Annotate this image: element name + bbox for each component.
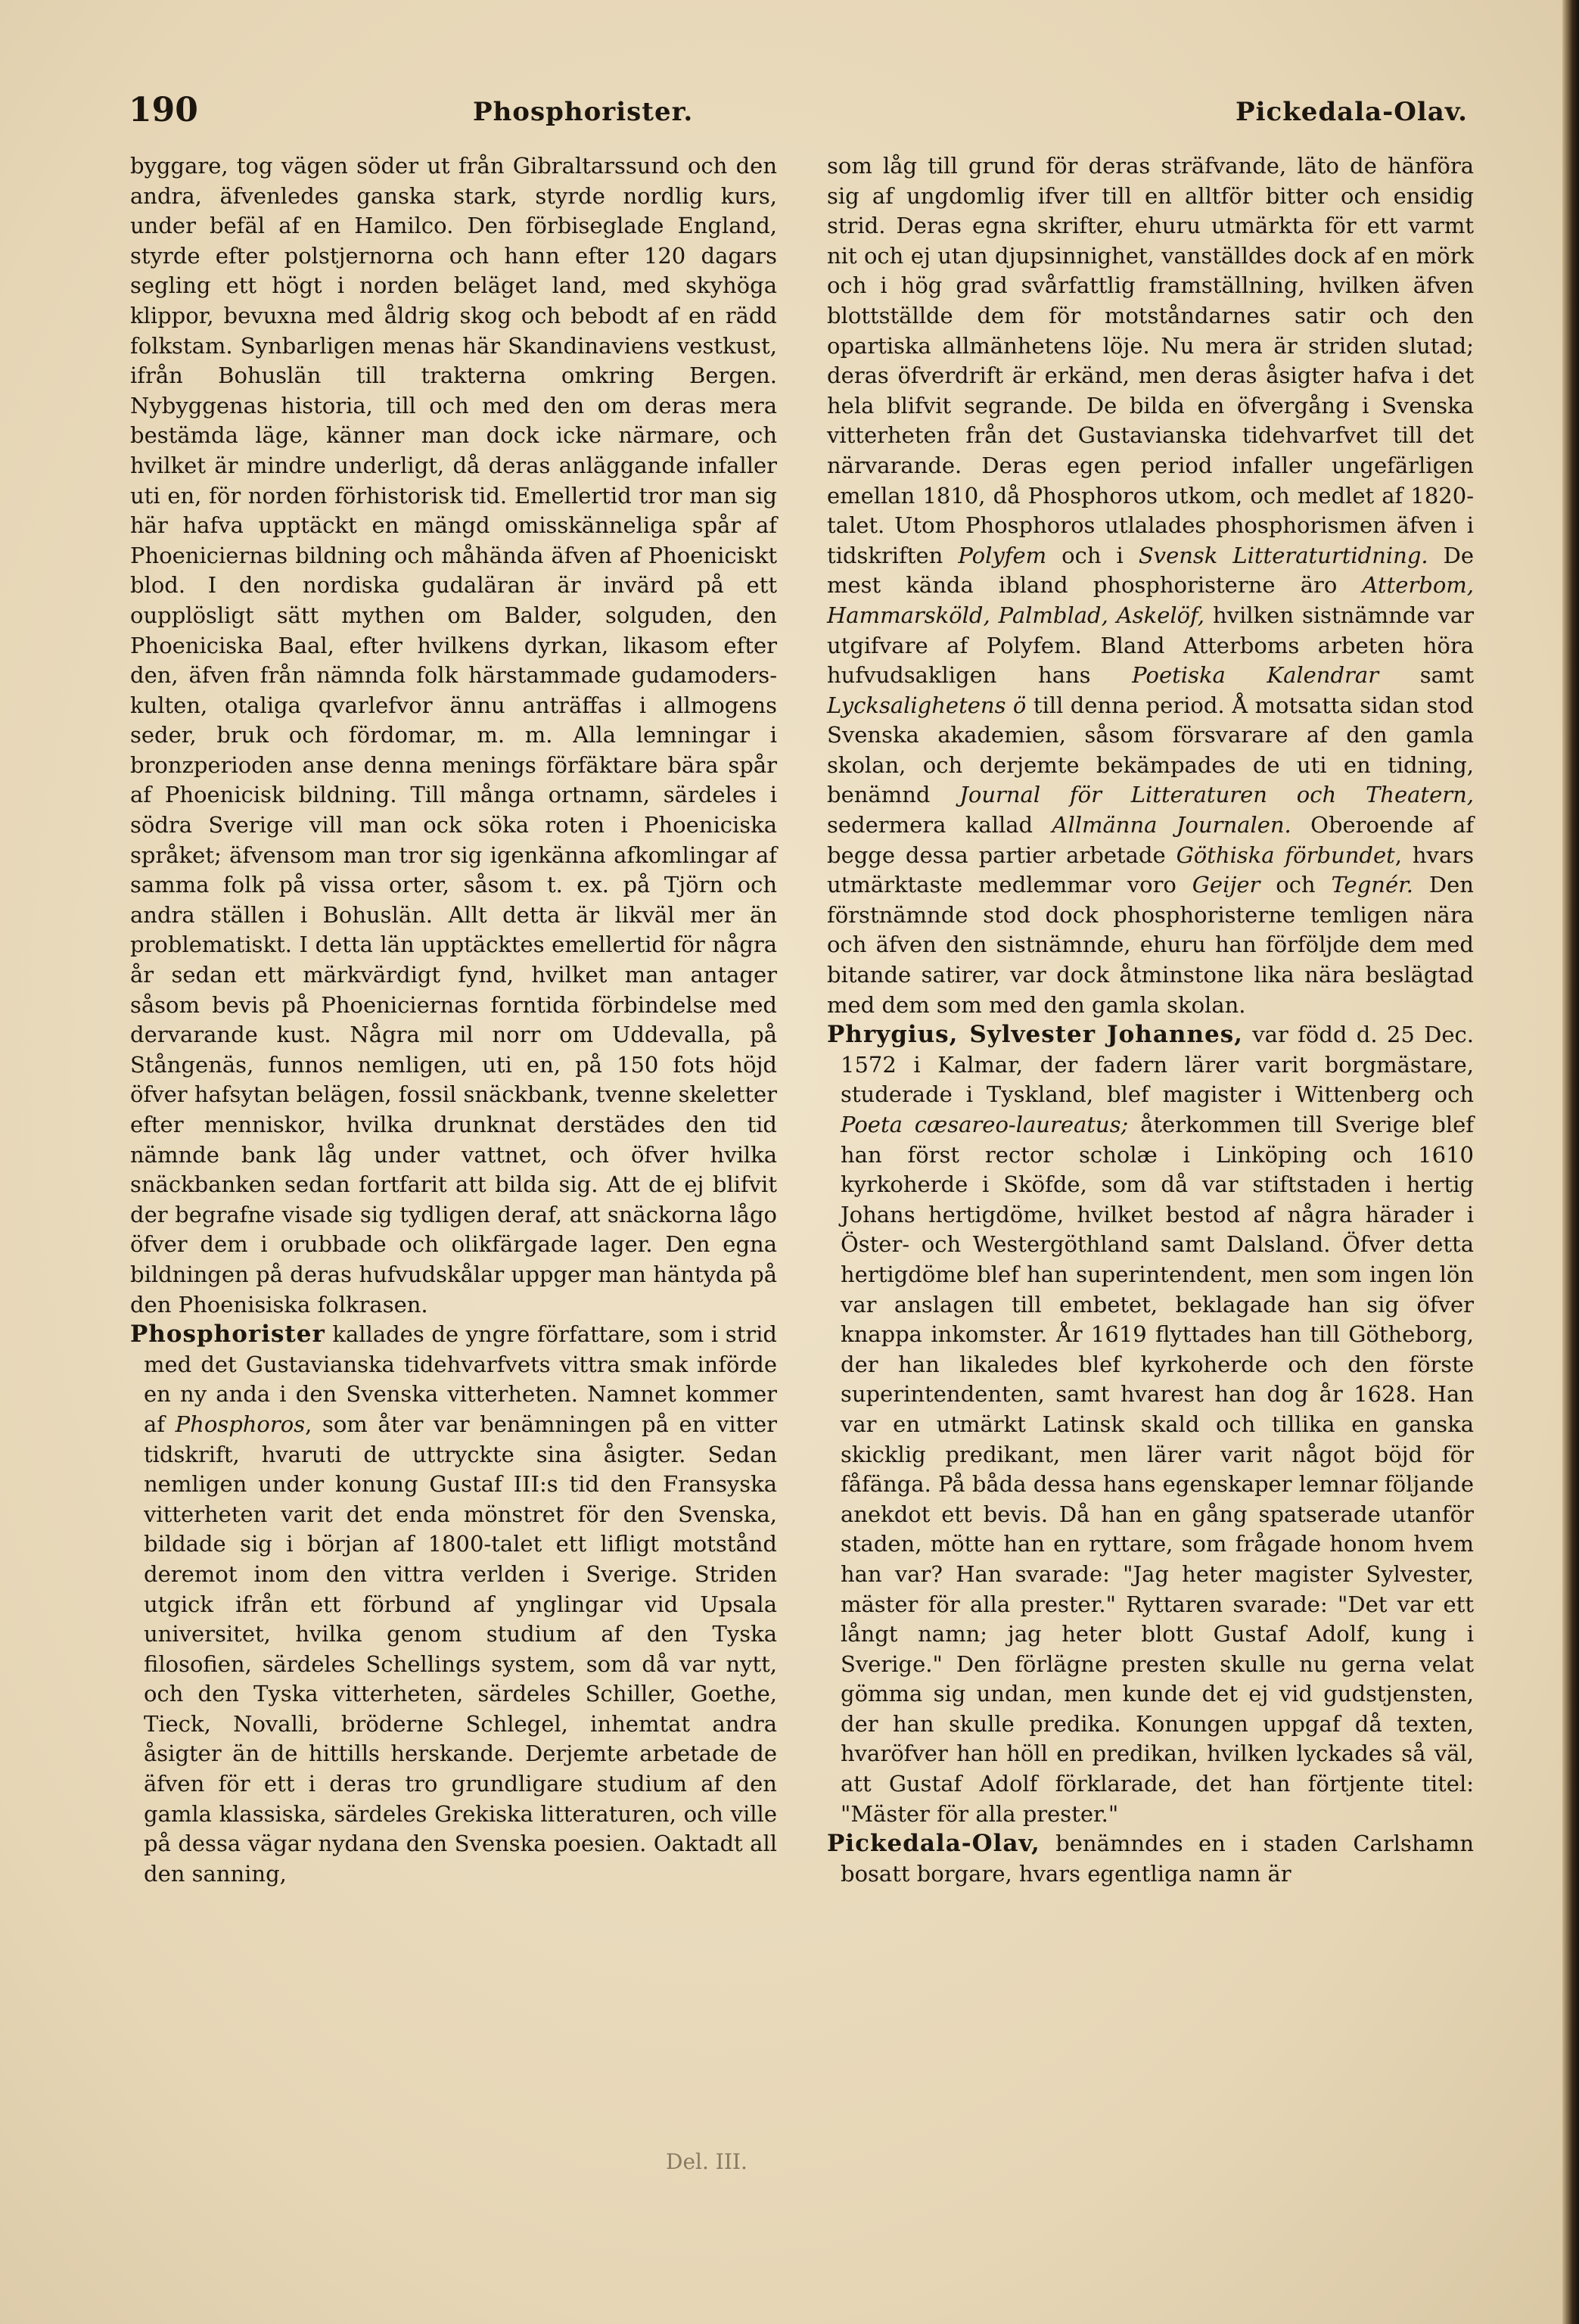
signature-mark: Del. III.	[666, 2149, 748, 2174]
text: var född d. 25 Dec. 1572 i Kalmar, der fadern lärer varit borgmästare, studerade i Tyskland, blef magister i Wittenberg och	[841, 1022, 1474, 1108]
entry-pickedala-olav	[827, 1829, 1474, 1889]
entry-text: kallades de yngre författare, som i strid med det Gustavianska tidehvarfvets vittra smak införde en ny anda i den Svenska vitterheten. Namnet kommer af	[144, 1321, 777, 1437]
continuation-paragraph: byggare, tog vägen söder ut från Gibraltarssund och den andra, äfvenledes ganska stark, styrde nordlig kurs, under befäl af en Hamilco. Den förbiseglade England, styrde efter polstjernorna och hann efter 120 dagars segling ett högt i norden beläget land, med skyhöga klippor, bevuxna med åldrig skog och bebodt af en rädd folkstam. Synbarligen menas här Skandinaviens vestkust, ifrån Bohuslän till trakterna omkring Bergen. Nybyggenas historia, till och med den om deras mera bestämda läge, känner man dock icke närmare, och hvilket är mindre underligt, då deras anläggande infaller uti en, för norden förhistorisk tid. Emellertid tror man sig här hafva upptäckt en mängd omisskänneliga spår af Phoeniciernas bildning och måhända äfven af Phoeniciskt blod. I den nordiska gudaläran är invärd på ett oupplösligt sätt mythen om Balder, solguden, den Phoeniciska Baal, efter hvilkens dyrkan, likasom efter den, äfven från nämnda folk härstammade gudamoders-kulten, otaliga qvarlefvor ännu anträffas i allmogens seder, bruk och fördomar, m. m. Alla lemningar i bronzperioden anse denna menings förfäktare bära spår af Phoenicisk bildning. Till många ortnamn, särdeles i södra Sverige vill man ock söka roten i Phoeniciska språket; äfvensom man tror sig igenkänna afkomlingar af samma folk på vissa orter, såsom t. ex. på Tjörn och andra ställen i Bohuslän. Allt detta är likväl mer än problematiskt. I detta län upptäcktes emellertid för några år sedan ett märkvärdigt fynd, hvilket man antager såsom bevis på Phoeniciernas forntida förbindelse med dervarande kust. Några mil norr om Uddevalla, på Stångenäs, funnos nemligen, uti en, på 150 fots höjd öfver hafsytan belägen, fossil snäckbank, tvenne skeletter efter menniskor, hvilka drunknat derstädes den tid nämnde bank låg under vattnet, och öfver hvilka snäckbanken sedan fortfarit att bilda sig. Att de ej blifvit der begrafne visade sig tydligen deraf, att snäckorna lågo öfver dem i orubbade och olikfärgade lager. Den egna bildningen på deras hufvudskålar uppger man häntyda på den Phoenisiska folkrasen.	[130, 153, 778, 1318]
italic-name: Tegnér.	[1331, 872, 1414, 898]
italic-title: Poetiska Kalendrar	[1132, 662, 1379, 689]
entry-headword: Phosphorister	[130, 1321, 325, 1349]
running-title-right: Pickedala-Olav.	[1236, 97, 1468, 127]
entry-italic: Phosphoros	[175, 1411, 306, 1437]
entry-text: , som åter var benämningen på en vitter tidskrift, hvaruti de uttryckte sina åsigter. Sedan nemligen under konung Gustaf III:s tid den Fransyska vitterheten varit det enda mönstret för den Svenska, bildade sig i början af 1800-talet ett lifligt motstånd deremot inom den vittra verlden i Sverige. Striden utgick ifrån ett förbund af ynglingar vid Upsala universitet, hvilka genom studium af den Tyska filosofien, särdeles Schellings system, som då var nytt, och den Tyska vitterheten, särdeles Schiller, Goethe, Tieck, Novalli, bröderne Schlegel, inhemtat andra åsigter än de hittills herskande. Derjemte arbetade de äfven för ett i deras tro grundligare studium af den gamla klassiska, särdeles Grekiska litteraturen, och ville på dessa vägar nydana den Svenska poesien. Oaktadt all den sanning,	[144, 1411, 777, 1887]
right-column	[827, 151, 1474, 1889]
italic-title: Lycksalighetens ö	[827, 692, 1027, 718]
italic-title: Poeta cæsareo-laureatus;	[841, 1112, 1129, 1137]
text: sedermera kallad	[827, 812, 1052, 838]
entry-phosphorister	[130, 1320, 777, 1889]
italic-name: Geijer	[1192, 872, 1260, 898]
text: Den förstnämnde stod dock phosphoristerne temligen nära och äfven den sistnämnde, ehuru han förföljde dem med bitande satirer, var dock åtminstone lika nära beslägtad med dem som med den gamla skolan.	[827, 872, 1474, 1018]
text: benämndes en i staden Carlshamn bosatt borgare, hvars egentliga namn är	[841, 1831, 1474, 1887]
text: och i	[1046, 542, 1139, 568]
italic-title: Göthiska förbundet	[1176, 842, 1395, 868]
running-head	[129, 91, 1468, 136]
italic-names: Atterbom, Hammarsköld, Palmblad, Askelöf,	[827, 572, 1474, 628]
italic-title: Svensk Litteraturtidning.	[1138, 542, 1428, 568]
italic-title: Journal för Litteraturen och Theatern,	[959, 782, 1474, 808]
text: samt	[1379, 662, 1475, 689]
continuation-paragraph	[827, 151, 1474, 1020]
text: och	[1260, 872, 1332, 898]
entry-phrygius	[827, 1020, 1474, 1829]
entry-headword: Phrygius, Sylvester Johannes,	[827, 1021, 1243, 1049]
text: De mest kända ibland phosphoristerne äro	[827, 542, 1475, 599]
book-spine-shadow	[1562, 0, 1579, 2324]
text: som låg till grund för deras sträfvande, läto de hänföra sig af ungdomlig ifver till en alltför bitter och ensidig strid. Deras egna skrifter, ehuru utmärkta för ett varmt nit och ej utan djupsinnighet, vanställdes dock af en mörk och i hög grad svårfattlig framställning, hvilken äfven blottställde dem för motståndarnes satir och den opartiska allmänhetens löje. Nu mera är striden slutad; deras öfverdrift är erkänd, men deras åsigter hafva i det hela blifvit segrande. De bilda en öfvergång i Svenska vitterheten från det Gustavianska tidehvarfvet till det närvarande. Deras egen period infaller ungefärligen emellan 1810, då Phosphoros utkom, och medlet af 1820-talet. Utom Phosphoros utlalades phosphorismen äfven i tidskriften	[827, 153, 1474, 568]
left-column	[130, 151, 777, 1889]
text: återkommen till Sverige blef han först rector scholæ i Linköping och 1610 kyrkoherde i Sköfde, som då var stiftstaden i hertig Johans hertigdöme, hvilket bestod af några härader i Öster- och Westergöthland samt Dalsland. Öfver detta hertigdöme blef han superintendent, men som ingen lön var anslagen till embetet, beklagade han sig öfver knappa inkomster. År 1619 flyttades han till Götheborg, der han likaledes blef kyrkoherde och den förste superintendenten, samt hvarest han dog år 1628. Han var en utmärkt Latinsk skald och tillika en ganska skicklig predikant, men lärer varit något böjd för fåfänga. På båda dessa hans egenskaper lemnar följande anekdot ett bevis. Då han en gång spatserade utanför staden, mötte han en ryttare, som frågade honom hvem han var? Han svarade: "Jag heter magister Sylvester, mäster för alla prester." Ryttaren svarade: "Det var ett långt namn; jag heter blott Gustaf Adolf, kung i Sverige." Den förlägne presten skulle nu gerna velat gömma sig undan, men kunde det ej vid gudstjensten, der han skulle predika. Konungen uppgaf då texten, hvaröfver han höll en predikan, hvilken lyckades så väl, att Gustaf Adolf förklarade, det han förtjente titel: "Mäster för alla prester."	[841, 1112, 1475, 1827]
text: till denna period. Å motsatta sidan stod Svenska akademien, såsom försvarare af den gamla skolan, och derjemte bekämpades de uti en tidning, benämnd	[827, 692, 1474, 808]
text: hvilken sistnämnde var utgifvare af Polyfem. Bland Atterboms arbeten höra hufvudsakligen hans	[827, 602, 1474, 689]
italic-title: Polyfem	[958, 542, 1047, 568]
running-title-left: Phosphorister.	[473, 97, 694, 127]
italic-title: Allmänna Journalen.	[1052, 812, 1291, 838]
entry-headword: Pickedala-Olav,	[827, 1830, 1040, 1858]
page-number: 190	[129, 91, 198, 129]
text: , hvars utmärktaste medlemmar voro	[827, 842, 1474, 898]
text: Oberoende af begge dessa partier arbetade	[827, 812, 1474, 868]
